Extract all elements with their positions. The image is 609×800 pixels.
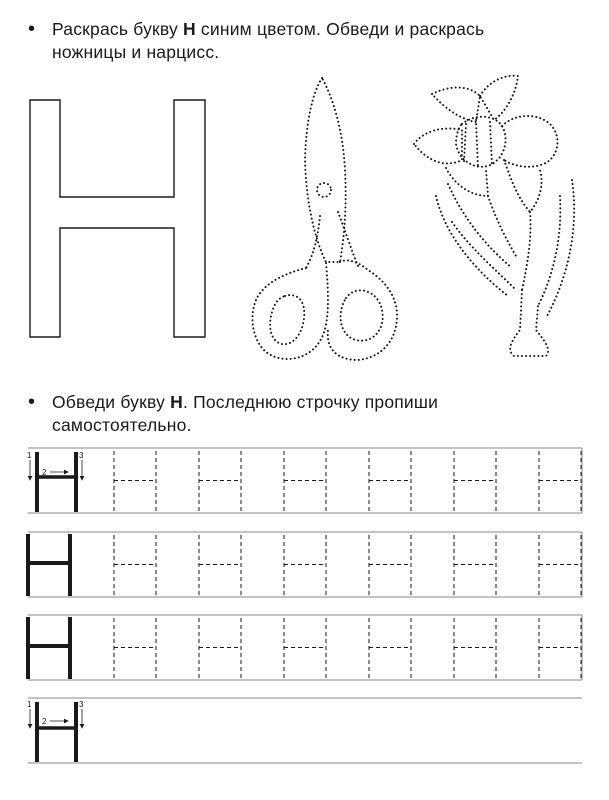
stroke-step-3-label: 3 [79,451,84,460]
sample-letter [28,617,70,679]
dashed-trace-letter[interactable] [454,451,496,511]
dashed-trace-letter[interactable] [454,618,496,678]
practice-row-4[interactable] [27,698,582,763]
traced-letters [114,451,581,511]
dashed-trace-letter[interactable] [284,535,326,595]
dashed-trace-letter[interactable] [199,618,241,678]
dashed-trace-letter[interactable] [199,451,241,511]
sample-letter-with-stroke-order [27,700,84,762]
dashed-trace-letter[interactable] [539,535,581,595]
instruction-2-line-2: самостоятельно. [52,415,192,435]
stroke-step-1-label: 1 [27,700,32,709]
sample-letter-with-stroke-order [27,451,84,512]
dashed-trace-letter[interactable] [199,535,241,595]
highlight-letter: Н [183,19,196,39]
dashed-trace-letter[interactable] [114,451,156,511]
dashed-trace-letter[interactable] [539,618,581,678]
traced-letters [114,535,581,595]
practice-row-2 [28,532,582,597]
dashed-trace-letter[interactable] [369,451,411,511]
dashed-trace-letter[interactable] [369,535,411,595]
bullet: • [28,18,36,40]
highlight-letter: Н [170,392,183,412]
dashed-trace-letter[interactable] [369,618,411,678]
dashed-trace-letter[interactable] [284,618,326,678]
stroke-step-3-label: 3 [79,700,84,709]
dashed-trace-letter[interactable] [539,451,581,511]
practice-row-1 [27,448,582,513]
instruction-2-line-1: Обведи букву Н. Последнюю строчку пропиши [52,392,439,412]
stroke-step-2-label: 2 [42,717,47,726]
traced-letters [114,618,581,678]
bullet: • [28,391,36,413]
practice-row-3 [28,615,582,680]
dashed-trace-letter[interactable] [284,451,326,511]
dashed-trace-letter[interactable] [114,535,156,595]
instruction-1-line-1: Раскрась букву Н синим цветом. Обведи и раскрась [52,19,485,39]
dashed-trace-letter[interactable] [454,535,496,595]
dashed-trace-letter[interactable] [114,618,156,678]
sample-letter [28,534,70,596]
stroke-step-2-label: 2 [42,468,47,477]
stroke-step-1-label: 1 [27,451,32,460]
instruction-1-line-2: ножницы и нарцисс. [52,42,220,62]
